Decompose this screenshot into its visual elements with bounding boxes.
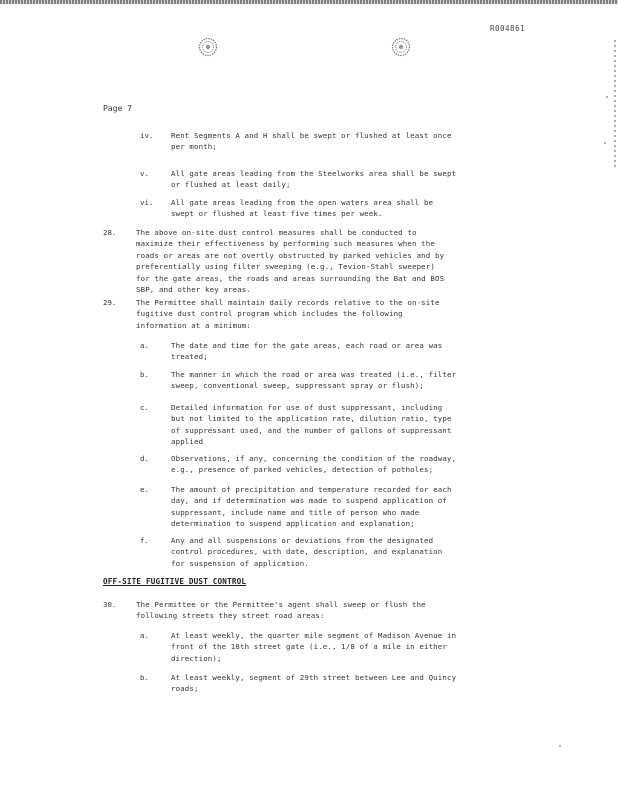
text-line: At least weekly, segment of 29th street between Lee and Quincy [171,673,457,682]
item-marker: d. [140,454,149,463]
text-line: for suspension of application. [171,558,309,568]
text-line: applied [171,437,204,447]
item-marker: iv. [140,131,154,140]
item-marker: a. [140,631,149,640]
scan-top-border [0,0,618,4]
text-line: The above on-site dust control measures shall be conducted to [136,228,417,237]
item-marker: b. [140,370,149,379]
list-item [171,168,456,191]
list-item [171,340,442,363]
text-line: The manner in which the road or area was treated (i.e., filter [171,370,457,379]
paragraph-number: 29. [103,298,117,307]
text-line: roads or areas are not overtly obstructed by parked vehicles and by [136,250,445,260]
item-marker: c. [140,403,149,412]
list-item [171,402,452,448]
paragraph-number: 28. [103,228,117,237]
text-line: front of the 18th street gate (i.e., 1/8 of a mile in either [171,642,447,652]
scan-speck [559,745,561,747]
text-line: Detailed information for use of dust suppressant, including [171,403,443,412]
text-line: but not limited to the application rate, dilution ratio, type [171,414,452,424]
text-line: fugitive dust control program which includes the following [136,309,403,319]
text-line: SBP, and other key areas. [136,285,251,295]
text-line: Any and all suspensions or deviations from the designated [171,536,434,545]
text-line: e.g., presence of parked vehicles, detection of potholes; [171,465,434,475]
paragraph-number: 30. [103,600,117,609]
text-line: following streets they street road areas: [136,611,325,621]
text-line: of suppressant used, and the number of gallons of suppressant [171,425,452,435]
text-line: day, and if determination was made to suspend application of [171,496,447,506]
seal-stamp-right-icon [391,37,411,57]
text-line: The Permittee or the Permittee's agent shall sweep or flush the [136,600,426,609]
text-line: or flushed at least daily; [171,180,291,190]
text-line: treated; [171,352,208,362]
text-line: suppressant, include name and title of person who made [171,507,420,517]
item-marker: f. [140,536,149,545]
document-id: R004861 [490,24,526,33]
seal-stamp-left-icon [198,37,218,57]
list-item [171,130,452,153]
text-line: preferentially using filter sweeping (e.g., Tevion-Stahl sweeper) [136,262,435,272]
list-item [171,484,452,530]
text-line: At least weekly, the quarter mile segment of Madison Avenue in [171,631,457,640]
paragraph-28 [136,227,444,295]
text-line: maximize their effectiveness by performing such measures when the [136,239,435,249]
text-line: roads; [171,684,199,694]
text-line: swept or flushed at least five times per week. [171,209,383,219]
text-line: The Permittee shall maintain daily records relative to the on-site [136,298,440,307]
scan-speck [604,142,606,144]
text-line: Observations, if any, concerning the condition of the roadway, [171,454,457,463]
text-line: The amount of precipitation and temperature recorded for each [171,485,452,494]
page-label: Page 7 [103,104,132,113]
item-marker: b. [140,673,149,682]
list-item [171,535,442,569]
text-line: per month; [171,142,217,152]
item-marker: e. [140,485,149,494]
text-line: control procedures, with date, description, and explanation [171,547,443,557]
list-item [171,453,456,476]
scan-right-edge [614,40,616,170]
scan-speck [606,96,608,98]
text-line: direction); [171,653,222,663]
item-marker: v. [140,169,149,178]
text-line: information at a minimum: [136,320,251,330]
section-heading: OFF-SITE FUGITIVE DUST CONTROL [103,577,247,586]
text-line: sweep, conventional sweep, suppressant spray or flush); [171,381,424,391]
text-line: for the gate areas, the roads and areas surrounding the Bat and BOS [136,273,445,283]
list-item [171,672,456,695]
text-line: Rent Segments A and H shall be swept or flushed at least once [171,131,452,140]
text-line: All gate areas leading from the open waters area shall be [171,198,434,207]
list-item [171,369,456,392]
paragraph-30 [136,599,426,622]
item-marker: vi. [140,198,154,207]
item-marker: a. [140,341,149,350]
text-line: The date and time for the gate areas, each road or area was [171,341,443,350]
text-line: All gate areas leading from the Steelworks area shall be swept [171,169,457,178]
text-line: determination to suspend application and explanation; [171,519,415,529]
list-item [171,197,433,220]
list-item [171,630,456,664]
paragraph-29 [136,297,440,331]
